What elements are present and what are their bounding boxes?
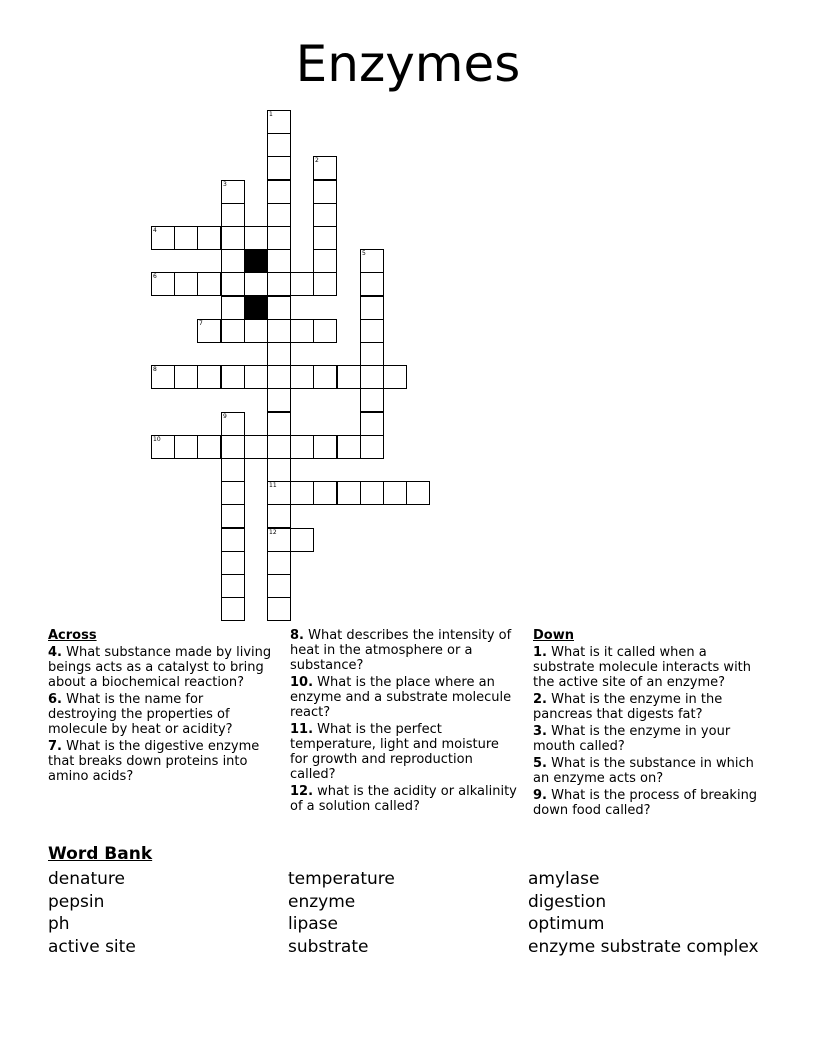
crossword-cell[interactable] [360, 435, 384, 459]
word-bank-item: enzyme [288, 891, 356, 912]
crossword-cell[interactable] [221, 528, 245, 552]
clue-across-10: 10. What is the place where an enzyme and a substrate molecule react? [290, 675, 512, 720]
crossword-cell[interactable] [221, 551, 245, 575]
crossword-cell[interactable] [406, 481, 430, 505]
crossword-cell[interactable] [290, 272, 314, 296]
crossword-cell[interactable] [313, 481, 337, 505]
crossword-cell[interactable] [313, 180, 337, 204]
crossword-cell[interactable] [267, 226, 291, 250]
clue-number: 12 [269, 529, 277, 536]
crossword-cell[interactable] [151, 435, 175, 459]
crossword-cell[interactable] [267, 551, 291, 575]
crossword-cell[interactable] [360, 481, 384, 505]
clue-number: 2 [315, 157, 319, 164]
crossword-cell[interactable] [267, 481, 291, 505]
clue-down-5: 5. What is the substance in which an enzyme acts on? [533, 756, 754, 786]
crossword-cell[interactable] [360, 365, 384, 389]
crossword-cell[interactable] [221, 365, 245, 389]
crossword-cell[interactable] [267, 296, 291, 320]
crossword-cell[interactable] [313, 435, 337, 459]
crossword-cell[interactable] [267, 458, 291, 482]
page-title: Enzymes [295, 35, 521, 93]
crossword-cell[interactable] [174, 226, 198, 250]
crossword-cell[interactable] [360, 388, 384, 412]
crossword-cell[interactable] [267, 203, 291, 227]
clue-number: 6 [153, 273, 157, 280]
crossword-cell[interactable] [174, 435, 198, 459]
word-bank-item: digestion [528, 891, 607, 912]
crossword-cell[interactable] [313, 365, 337, 389]
crossword-cell[interactable] [267, 272, 291, 296]
crossword-cell[interactable] [383, 481, 407, 505]
down-clues [533, 628, 769, 820]
crossword-cell[interactable] [360, 272, 384, 296]
clue-number: 11 [269, 482, 277, 489]
crossword-cell[interactable] [313, 226, 337, 250]
crossword-cell[interactable] [267, 156, 291, 180]
clue-down-9: 9. What is the process of breaking down food called? [533, 788, 758, 818]
clue-number: 10 [153, 436, 161, 443]
crossword-cell[interactable] [197, 226, 221, 250]
crossword-cell[interactable] [267, 249, 291, 273]
crossword-cell[interactable] [290, 481, 314, 505]
crossword-cell[interactable] [197, 319, 221, 343]
across-clues-col-1 [48, 628, 276, 786]
crossword-cell[interactable] [197, 435, 221, 459]
crossword-cell[interactable] [290, 319, 314, 343]
crossword-cell[interactable] [267, 412, 291, 436]
crossword-cell[interactable] [383, 365, 407, 389]
crossword-black-cell [244, 249, 268, 273]
crossword-cell[interactable] [267, 342, 291, 366]
crossword-cell[interactable] [151, 272, 175, 296]
crossword-cell[interactable] [221, 226, 245, 250]
crossword-cell[interactable] [313, 203, 337, 227]
crossword-cell[interactable] [290, 528, 314, 552]
crossword-cell[interactable] [337, 481, 361, 505]
crossword-cell[interactable] [267, 319, 291, 343]
crossword-cell[interactable] [244, 319, 268, 343]
word-bank-item: pepsin [48, 891, 105, 912]
word-bank-item: optimum [528, 914, 605, 935]
crossword-cell[interactable] [360, 319, 384, 343]
clue-across-8: 8. What describes the intensity of heat in the atmosphere or a substance? [290, 628, 512, 673]
clue-across-12: 12. what is the acidity or alkalinity of a solution called? [290, 784, 517, 814]
crossword-cell[interactable] [174, 365, 198, 389]
crossword-cell[interactable] [221, 574, 245, 598]
crossword-cell[interactable] [313, 272, 337, 296]
crossword-cell[interactable] [267, 365, 291, 389]
down-heading: Down [533, 628, 574, 643]
crossword-cell[interactable] [221, 296, 245, 320]
crossword-cell[interactable] [267, 597, 291, 621]
crossword-cell[interactable] [337, 435, 361, 459]
crossword-cell[interactable] [267, 110, 291, 134]
crossword-cell[interactable] [337, 365, 361, 389]
crossword-cell[interactable] [221, 504, 245, 528]
clue-number: 1 [269, 111, 273, 118]
crossword-cell[interactable] [197, 272, 221, 296]
crossword-black-cell [244, 296, 268, 320]
word-bank-heading: Word Bank [48, 844, 153, 864]
crossword-cell[interactable] [267, 528, 291, 552]
crossword-cell[interactable] [267, 133, 291, 157]
crossword-cell[interactable] [313, 319, 337, 343]
word-bank-item: ph [48, 914, 70, 935]
word-bank-item: amylase [528, 869, 600, 889]
crossword-cell[interactable] [221, 435, 245, 459]
crossword-cell[interactable] [221, 597, 245, 621]
clue-across-6: 6. What is the name for destroying the properties of molecule by heat or acidity? [48, 692, 233, 737]
word-bank-item: substrate [288, 936, 369, 957]
crossword-cell[interactable] [313, 156, 337, 180]
crossword-cell[interactable] [221, 412, 245, 436]
clue-number: 5 [362, 250, 366, 257]
word-bank-item: lipase [288, 914, 338, 935]
word-bank-item: active site [48, 936, 136, 957]
crossword-cell[interactable] [267, 435, 291, 459]
crossword-cell[interactable] [244, 435, 268, 459]
crossword-cell[interactable] [267, 180, 291, 204]
clue-down-2: 2. What is the enzyme in the pancreas that digests fat? [533, 692, 723, 722]
clue-across-4: 4. What substance made by living beings acts as a catalyst to bring about a biochemical reaction? [48, 645, 272, 690]
crossword-cell[interactable] [151, 365, 175, 389]
crossword-cell[interactable] [221, 249, 245, 273]
crossword-cell[interactable] [221, 481, 245, 505]
crossword-cell[interactable] [360, 249, 384, 273]
crossword-cell[interactable] [151, 226, 175, 250]
crossword-cell[interactable] [221, 180, 245, 204]
crossword-cell[interactable] [221, 272, 245, 296]
clue-down-1: 1. What is it called when a substrate molecule interacts with the active site of an enzyme? [533, 645, 752, 690]
clue-down-3: 3. What is the enzyme in your mouth called? [533, 724, 731, 754]
clue-number: 3 [223, 181, 227, 188]
clue-number: 4 [153, 227, 157, 234]
crossword-cell[interactable] [244, 272, 268, 296]
crossword-cell[interactable] [267, 504, 291, 528]
across-heading: Across [48, 628, 97, 643]
word-bank-column-2 [288, 868, 395, 958]
crossword-cell[interactable] [290, 365, 314, 389]
word-bank-column-1 [48, 868, 136, 958]
crossword-cell[interactable] [267, 574, 291, 598]
clue-across-11: 11. What is the perfect temperature, light and moisture for growth and reproduction called? [290, 722, 499, 782]
crossword-cell[interactable] [313, 249, 337, 273]
word-bank-item: temperature [288, 869, 395, 889]
crossword-cell[interactable] [221, 319, 245, 343]
across-clues-col-2 [290, 628, 518, 816]
crossword-cell[interactable] [221, 458, 245, 482]
crossword-cell[interactable] [360, 342, 384, 366]
crossword-cell[interactable] [244, 226, 268, 250]
clue-number: 7 [199, 320, 203, 327]
clue-number: 8 [153, 366, 157, 373]
crossword-cell[interactable] [360, 412, 384, 436]
crossword-cell[interactable] [244, 365, 268, 389]
crossword-cell[interactable] [197, 365, 221, 389]
crossword-cell[interactable] [290, 435, 314, 459]
crossword-cell[interactable] [174, 272, 198, 296]
word-bank-column-3 [528, 868, 759, 958]
crossword-cell[interactable] [221, 203, 245, 227]
clue-number: 9 [223, 413, 227, 420]
clue-across-7: 7. What is the digestive enzyme that breaks down proteins into amino acids? [48, 739, 260, 784]
crossword-cell[interactable] [360, 296, 384, 320]
word-bank-item: denature [48, 869, 125, 889]
word-bank-item: enzyme substrate complex [528, 936, 759, 957]
crossword-cell[interactable] [267, 388, 291, 412]
